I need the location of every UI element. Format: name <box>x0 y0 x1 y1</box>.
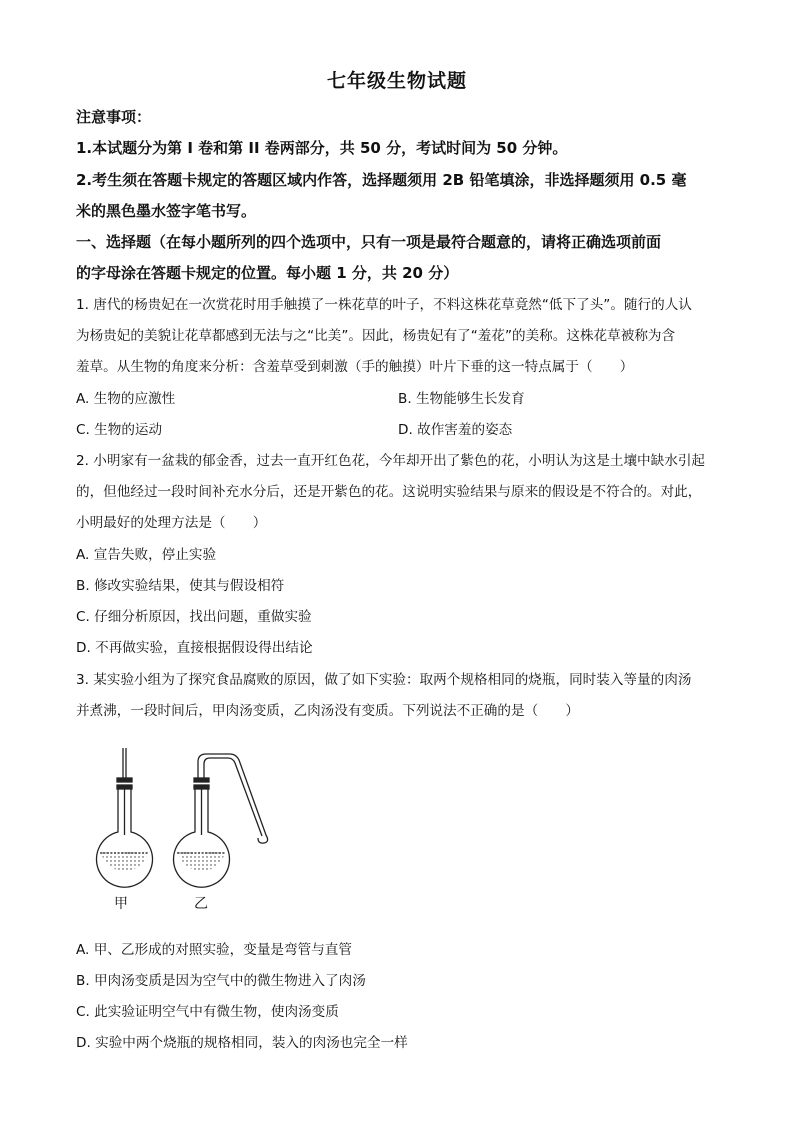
q2-stem-line-1: 2. 小明家有一盆栽的郁金香，过去一直开红色花，今年却开出了紫色的花，小明认为这是土壤中缺水引起 <box>76 453 706 469</box>
section-heading-line-1: 一、选择题（在每小题所列的四个选项中，只有一项是最符合题意的，请将正确选项前面 <box>76 233 662 251</box>
q1-stem-line-3: 羞草。从生物的角度来分析：含羞草受到刺激（手的触摸）叶片下垂的这一特点属于（ ） <box>76 359 634 375</box>
q2-option-a: A. 宣告失败，停止实验 <box>76 547 217 563</box>
q1-option-c: C. 生物的运动 <box>76 422 163 438</box>
notice-item-1: 1.本试题分为第 I 卷和第 II 卷两部分，共 50 分，考试时间为 50 分钟。 <box>76 139 568 157</box>
notice-item-2-line-2: 米的黑色墨水签字笔书写。 <box>76 202 257 220</box>
notice-item-2-line-1: 2.考生须在答题卡规定的答题区域内作答，选择题须用 2B 铅笔填涂，非选择题须用 0.5 毫 <box>76 171 687 189</box>
q3-stem-line-2: 并煮沸，一段时间后，甲肉汤变质，乙肉汤没有变质。下列说法不正确的是（ ） <box>76 703 579 719</box>
flask-yi <box>174 754 268 887</box>
flask-jia <box>97 748 153 887</box>
q2-stem-line-3: 小明最好的处理方法是（ ） <box>76 515 267 531</box>
q2-option-c: C. 仔细分析原因，找出问题，重做实验 <box>76 609 312 625</box>
flask-experiment-figure <box>90 740 310 920</box>
q2-option-d: D. 不再做实验，直接根据假设得出结论 <box>76 640 313 656</box>
q1-option-d: D. 故作害羞的姿态 <box>398 422 513 438</box>
page-title: 七年级生物试题 <box>326 70 467 92</box>
q1-option-b: B. 生物能够生长发育 <box>398 391 525 407</box>
flask-label-yi: 乙 <box>194 896 208 912</box>
q1-stem-line-2: 为杨贵妃的美貌让花草都感到无法与之“比美”。因此，杨贵妃有了“羞花”的美称。这株花草被称为含 <box>76 328 676 344</box>
section-heading-line-2: 的字母涂在答题卡规定的位置。每小题 1 分，共 20 分） <box>76 264 459 282</box>
flask-label-jia: 甲 <box>114 896 128 912</box>
q1-stem-line-1: 1. 唐代的杨贵妃在一次赏花时用手触摸了一株花草的叶子，不料这株花草竟然“低下了头”。随行的人认 <box>76 297 692 313</box>
q3-option-b: B. 甲肉汤变质是因为空气中的微生物进入了肉汤 <box>76 973 366 989</box>
q2-stem-line-2: 的，但他经过一段时间补充水分后，还是开紫色的花。这说明实验结果与原来的假设是不符合的。对此， <box>76 484 702 500</box>
q3-stem-line-1: 3. 某实验小组为了探究食品腐败的原因，做了如下实验：取两个规格相同的烧瓶，同时装入等量的肉汤 <box>76 672 692 688</box>
q3-option-c: C. 此实验证明空气中有微生物，使肉汤变质 <box>76 1004 339 1020</box>
q3-option-d: D. 实验中两个烧瓶的规格相同，装入的肉汤也完全一样 <box>76 1035 408 1051</box>
q2-option-b: B. 修改实验结果，使其与假设相符 <box>76 578 285 594</box>
q3-option-a: A. 甲、乙形成的对照实验，变量是弯管与直管 <box>76 942 352 958</box>
q1-option-a: A. 生物的应激性 <box>76 391 176 407</box>
notice-heading: 注意事项： <box>76 108 152 126</box>
